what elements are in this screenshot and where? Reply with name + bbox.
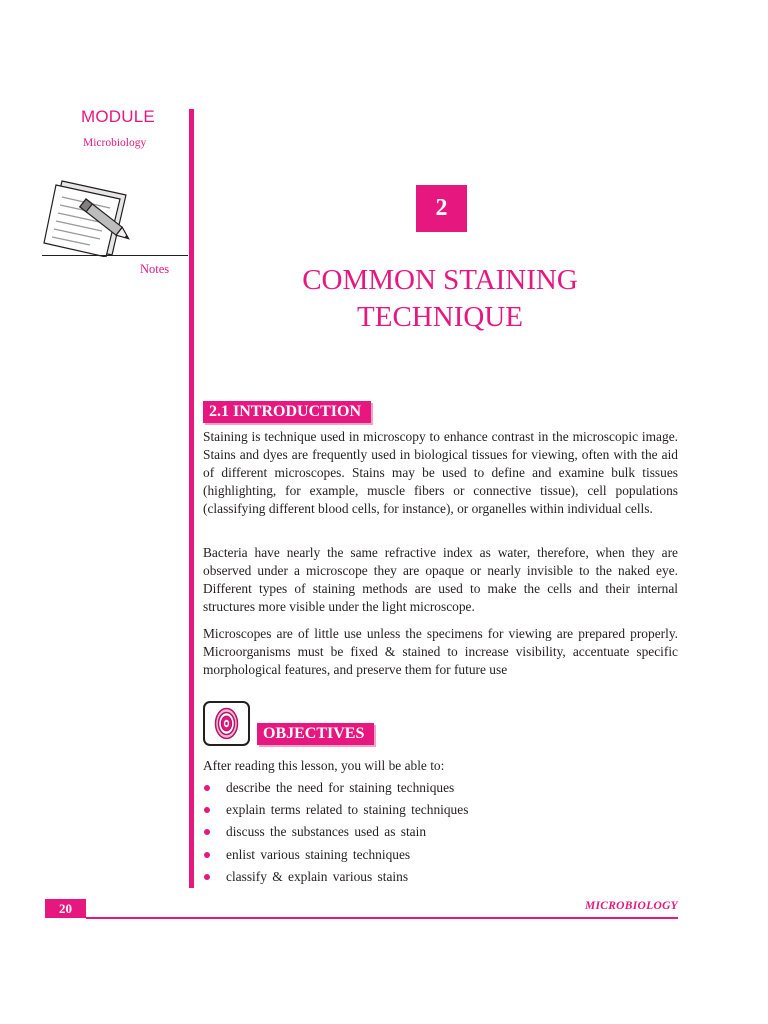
margin-vertical-bar bbox=[189, 109, 194, 888]
module-subject: Microbiology bbox=[83, 137, 147, 149]
objectives-intro: After reading this lesson, you will be able to: bbox=[203, 758, 445, 773]
list-item-text: discuss the substances used as stain bbox=[226, 824, 427, 840]
bullet-icon bbox=[204, 874, 210, 880]
list-item bbox=[203, 823, 468, 845]
footer-rule bbox=[86, 917, 678, 919]
list-item bbox=[203, 846, 468, 868]
bullet-icon bbox=[204, 829, 210, 835]
page-number: 20 bbox=[45, 899, 86, 918]
list-item bbox=[203, 868, 468, 890]
section-heading-objectives: OBJECTIVES bbox=[257, 723, 374, 745]
notepad-pencil-icon bbox=[42, 177, 138, 257]
list-item-text: explain terms related to staining techniques bbox=[226, 802, 469, 818]
objectives-list bbox=[203, 779, 468, 890]
intro-paragraph-1: Staining is technique used in microscopy to enhance contrast in the microscopic image. Stains and dyes are frequently used in biological tissues for viewing, often with the aid of different microscopes. Stains may be used to define and examine bulk tissues (highlighting, for example, muscle fibers or connective tissue), cell populations (classifying different blood cells, for instance), or organelles within individual cells. bbox=[203, 429, 678, 516]
chapter-title-line-1: COMMON STAINING bbox=[302, 264, 578, 296]
intro-paragraph-2: Bacteria have nearly the same refractive index as water, therefore, when they are observed under a microscope they are opaque or nearly invisible to the naked eye. Different types of staining methods are used to make the cells and their internal structures more visible under the light microscope. bbox=[203, 545, 678, 614]
list-item-text: describe the need for staining techniques bbox=[226, 780, 455, 795]
notes-divider bbox=[42, 255, 188, 256]
list-item bbox=[203, 779, 468, 801]
module-label: MODULE bbox=[81, 107, 155, 126]
notes-label: Notes bbox=[140, 262, 170, 276]
bullet-icon bbox=[204, 852, 210, 858]
target-icon bbox=[203, 701, 250, 746]
chapter-title-line-2: TECHNIQUE bbox=[357, 301, 523, 333]
list-item bbox=[203, 801, 468, 823]
running-footer-title: MICROBIOLOGY bbox=[584, 900, 678, 912]
bullet-icon bbox=[204, 807, 210, 813]
list-item-text: classify & explain various stains bbox=[226, 868, 409, 884]
bullet-icon bbox=[204, 785, 210, 791]
list-item-text: enlist various staining techniques bbox=[226, 846, 411, 862]
intro-paragraph-3: Microscopes are of little use unless the specimens for viewing are prepared properly. Microorganisms must be fixed & stained to increase visibility, accentuate specific morphological features, and preserve them for future use bbox=[203, 626, 678, 677]
chapter-number: 2 bbox=[416, 185, 467, 232]
section-heading-introduction: 2.1 INTRODUCTION bbox=[203, 401, 371, 423]
chapter-title bbox=[240, 262, 640, 336]
